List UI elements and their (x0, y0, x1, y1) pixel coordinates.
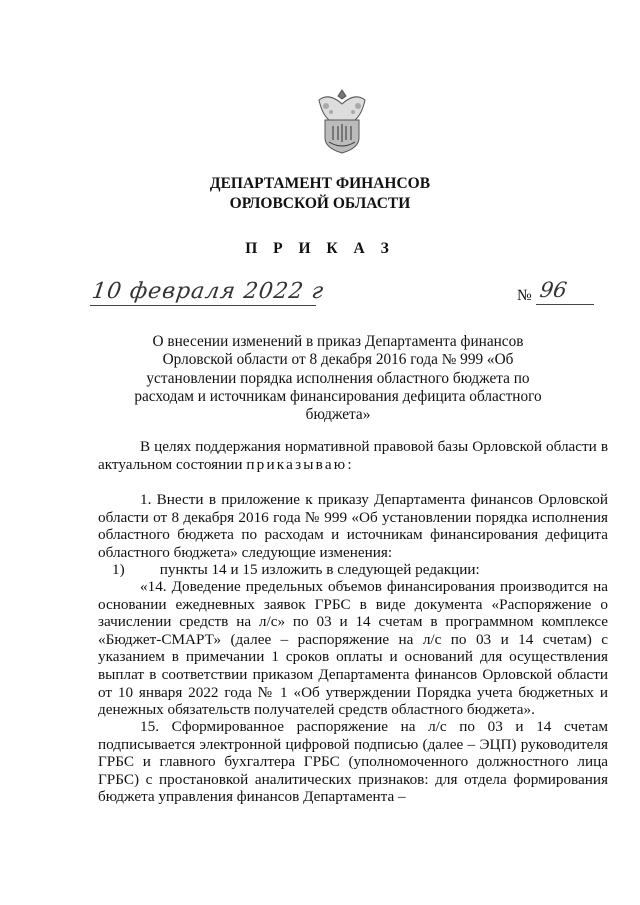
department-name-line1: ДЕПАРТАМЕНТ ФИНАНСОВ (209, 175, 431, 192)
intro-paragraph (98, 438, 608, 473)
subitem-1-number: 1) (112, 561, 125, 578)
document-type: П Р И К А З (245, 240, 395, 257)
page-mark (315, 878, 325, 880)
order-title: О внесении изменений в приказ Департамента финансов Орловской области от 8 декабря 2016 года № 999 «Об установлении порядка исполнения областного бюджета по расходам и источникам финансирования дефицита областного бюджета» (134, 333, 542, 424)
subitem-1 (98, 561, 608, 579)
coat-of-arms-emblem (311, 86, 373, 156)
handwritten-number: 96 (538, 278, 569, 302)
paragraph-14: «14. Доведение предельных объемов финансирования производится на основании ежедневных заявок ГРБС в виде документа «Распоряжение о зачислении средств на л/с» по 03 и 14 счетам в программном комплексе «Бюджет-СМАРТ» (далее – распоряжение на л/с по 03 и 14 счетам) с указанием в примечании 1 сроков оплаты и оснований для осуществления выплат в соответствии приказом Департамента финансов Орловской области от 10 января 2022 года № 1 «Об утверждении Порядка учета бюджетных и денежных обязательств получателей средств областного бюджета». (98, 578, 608, 719)
paragraph-15: 15. Сформированное распоряжение на л/с по 03 и 14 счетам подписывается электронной цифровой подписью (далее – ЭЦП) руководителя ГРБС и главного бухгалтера ГРБС (уполномоченного должностного лица ГРБС) с простановкой аналитических признаков: для отдела формирования бюджета управления финансов Департамента – (98, 718, 608, 806)
number-label: № (517, 287, 532, 304)
handwritten-date: 10 февраля 2022 г (90, 279, 326, 304)
subitem-1-text: пункты 14 и 15 изложить в следующей редакции: (159, 561, 480, 578)
item-1-paragraph: 1. Внести в приложение к приказу Департамента финансов Орловской области от 8 декабря 2016 года № 999 «Об установлении порядка исполнения областного бюджета по расходам и источникам финансирования дефицита областного бюджета» следующие изменения: (98, 491, 608, 561)
department-name-line2: ОРЛОВСКОЙ ОБЛАСТИ (229, 195, 411, 212)
date-underline (90, 305, 316, 306)
intro-verb: приказываю: (246, 455, 354, 473)
number-underline (536, 304, 594, 305)
intro-text: В целях поддержания нормативной правовой базы Орловской области в актуальном состоянии (98, 438, 608, 473)
